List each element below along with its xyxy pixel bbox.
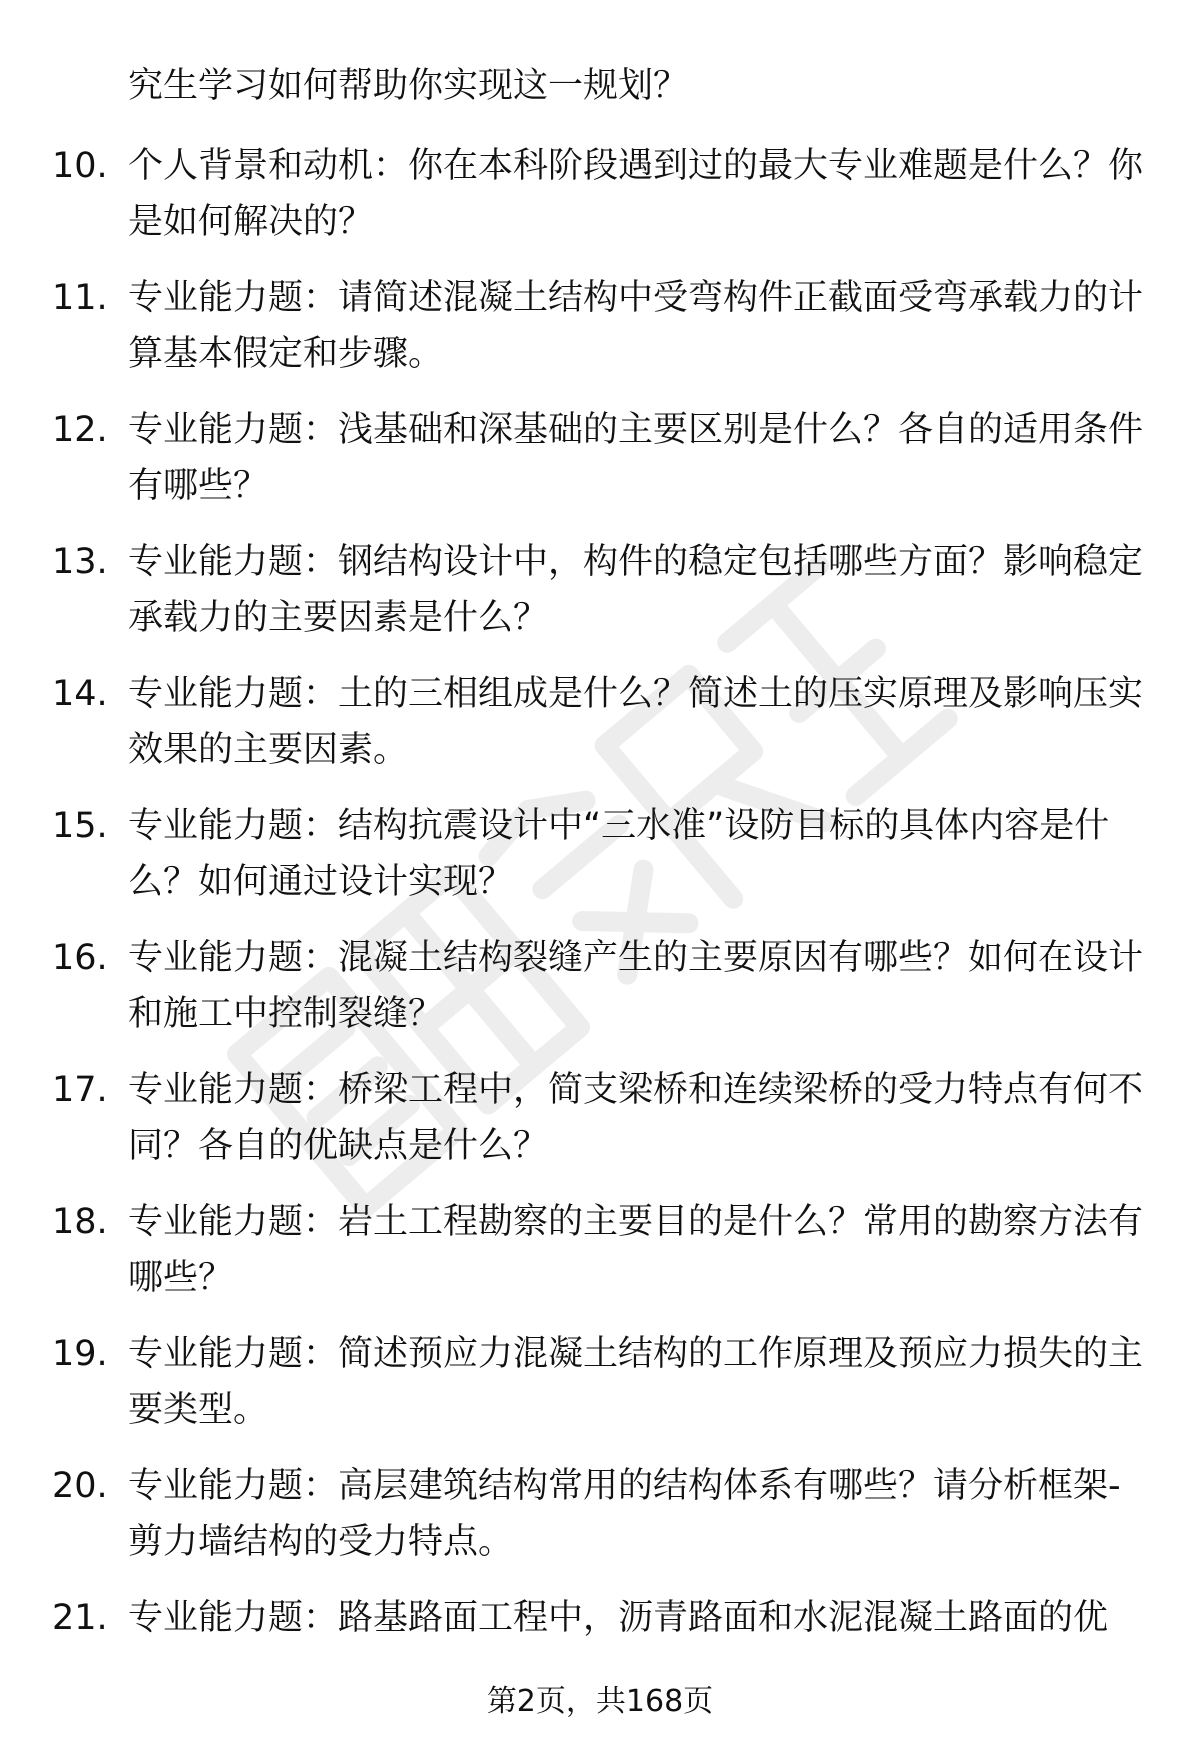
list-item xyxy=(52,1458,1152,1590)
list-item xyxy=(52,534,1152,666)
question-text: 个人背景和动机：你在本科阶段遇到过的最大专业难题是什么？你是如何解决的？ xyxy=(128,146,1144,242)
question-text: 专业能力题：混凝土结构裂缝产生的主要原因有哪些？如何在设计和施工中控制裂缝？ xyxy=(128,938,1144,1034)
question-number: 20. xyxy=(52,1466,108,1506)
list-item xyxy=(52,1062,1152,1194)
question-text: 专业能力题：请简述混凝土结构中受弯构件正截面受弯承载力的计算基本假定和步骤。 xyxy=(128,278,1144,374)
question-number: 10. xyxy=(52,146,108,186)
question-number: 13. xyxy=(52,542,108,582)
question-text: 专业能力题：结构抗震设计中“三水准”设防目标的具体内容是什么？如何通过设计实现？ xyxy=(128,806,1110,902)
question-text: 专业能力题：浅基础和深基础的主要区别是什么？各自的适用条件有哪些？ xyxy=(128,410,1144,506)
question-text: 专业能力题：桥梁工程中，简支梁桥和连续梁桥的受力特点有何不同？各自的优缺点是什么？ xyxy=(128,1070,1144,1166)
list-item xyxy=(52,666,1152,798)
question-number: 15. xyxy=(52,806,108,846)
list-item xyxy=(52,1326,1152,1458)
question-number: 16. xyxy=(52,938,108,978)
list-item xyxy=(52,270,1152,402)
list-item xyxy=(52,1194,1152,1326)
list-item xyxy=(52,798,1152,930)
question-number: 11. xyxy=(52,278,108,318)
question-number: 19. xyxy=(52,1334,108,1374)
question-text: 专业能力题：高层建筑结构常用的结构体系有哪些？请分析框架-剪力墙结构的受力特点。 xyxy=(128,1466,1121,1562)
question-number: 21. xyxy=(52,1598,108,1638)
question-text: 专业能力题：钢结构设计中，构件的稳定包括哪些方面？影响稳定承载力的主要因素是什么？ xyxy=(128,542,1144,638)
question-number: 12. xyxy=(52,410,108,450)
question-text: 专业能力题：路基路面工程中，沥青路面和水泥混凝土路面的优 xyxy=(128,1598,1109,1638)
question-number: 18. xyxy=(52,1202,108,1242)
list-item xyxy=(52,930,1152,1062)
continuation-line: 究生学习如何帮助你实现这一规划？ xyxy=(128,66,689,106)
question-text: 专业能力题：简述预应力混凝土结构的工作原理及预应力损失的主要类型。 xyxy=(128,1334,1144,1430)
list-item xyxy=(52,402,1152,534)
question-number: 14. xyxy=(52,674,108,714)
list-item xyxy=(52,138,1152,270)
page-footer: 第2页，共168页 xyxy=(486,1684,714,1719)
question-text: 专业能力题：岩土工程勘察的主要目的是什么？常用的勘察方法有哪些？ xyxy=(128,1202,1144,1298)
question-number: 17. xyxy=(52,1070,108,1110)
question-text: 专业能力题：土的三相组成是什么？简述土的压实原理及影响压实效果的主要因素。 xyxy=(128,674,1144,770)
question-list xyxy=(52,138,1152,1722)
